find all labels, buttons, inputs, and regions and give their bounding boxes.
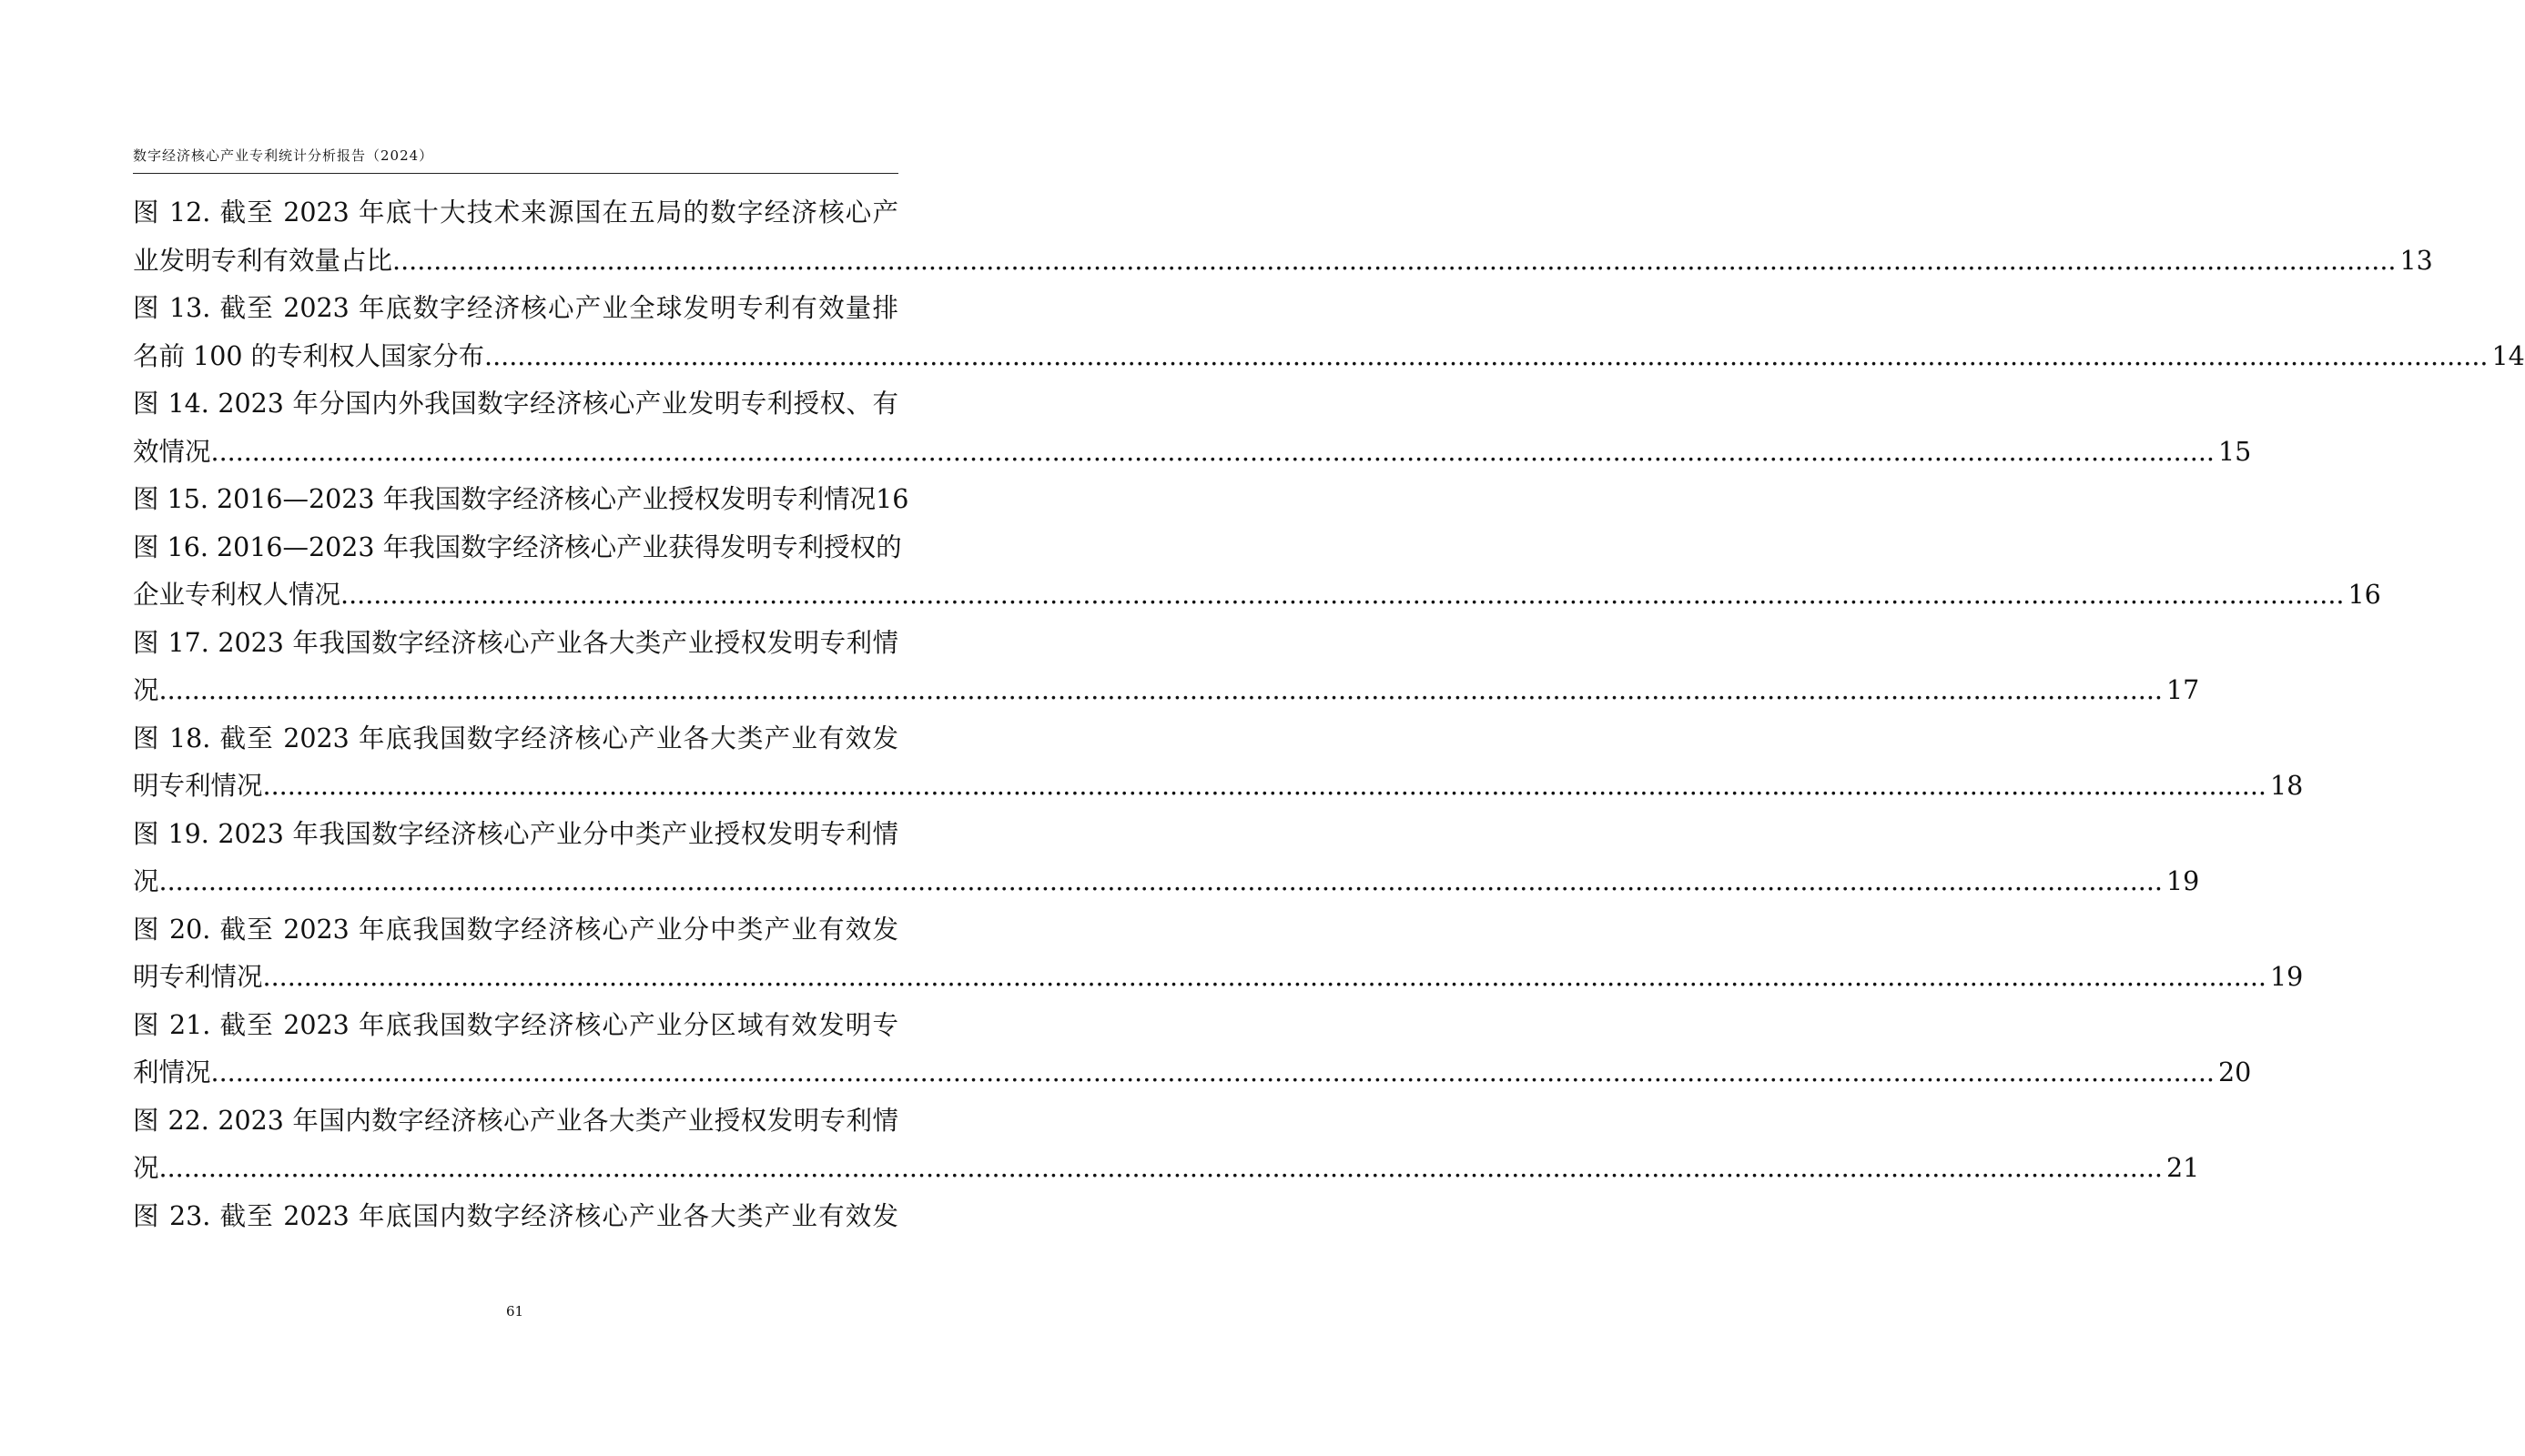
toc-entry-line[interactable]: 图 23. 截至 2023 年底国内数字经济核心产业各大类产业有效发 (133, 1200, 898, 1231)
toc-entry-line: 图 19. 2023 年我国数字经济核心产业分中类产业授权发明专利情 (133, 818, 898, 849)
dot-leader (263, 954, 2266, 1002)
toc-page-number: 16 (2348, 580, 2381, 610)
toc-entry-line: 图 21. 截至 2023 年底我国数字经济核心产业分区域有效发明专 (133, 1009, 898, 1040)
toc-entry[interactable] (133, 429, 2252, 477)
running-header: 数字经济核心产业专利统计分析报告（2024） (133, 147, 434, 164)
dot-leader (211, 1049, 2215, 1097)
toc-entry-line: 图 16. 2016—2023 年我国数字经济核心产业获得发明专利授权的 (133, 531, 902, 562)
toc-entry-title: 明专利情况 (133, 771, 263, 801)
toc-page-number: 19 (2269, 962, 2304, 992)
toc-page-number: 17 (2165, 675, 2200, 705)
toc-entry-title: 名前 100 的专利权人国家分布 (133, 340, 485, 371)
toc-page-number: 14 (2491, 340, 2525, 371)
toc-entry[interactable] (133, 1049, 2252, 1097)
dot-leader (159, 1145, 2163, 1193)
toc-entry-line: 图 20. 截至 2023 年底我国数字经济核心产业分中类产业有效发 (133, 914, 898, 945)
toc-page-number: 16 (876, 484, 909, 514)
header-divider (133, 173, 898, 174)
toc-page-number: 20 (2217, 1057, 2252, 1087)
toc-entry-title: 利情况 (133, 1057, 211, 1087)
toc-entry-title: 况 (133, 1153, 159, 1183)
toc-entry-title: 图 15. 2016—2023 年我国数字经济核心产业授权发明专利情况 (133, 484, 877, 514)
dot-leader (211, 429, 2215, 477)
toc-entry-line: 图 14. 2023 年分国内外我国数字经济核心产业发明专利授权、有 (133, 389, 898, 419)
page-number: 61 (505, 1303, 524, 1320)
toc-entry[interactable] (133, 238, 2433, 286)
toc-entry-title: 效情况 (133, 436, 211, 467)
toc-entry[interactable] (133, 763, 2304, 811)
toc-entry[interactable] (133, 476, 909, 524)
toc-page-number: 19 (2165, 866, 2200, 896)
toc-entry-line: 图 18. 截至 2023 年底我国数字经济核心产业各大类产业有效发 (133, 723, 898, 753)
dot-leader (392, 238, 2396, 286)
toc-entry-title: 况 (133, 866, 159, 896)
toc-page-number: 13 (2399, 245, 2433, 276)
toc-entry[interactable] (133, 333, 2525, 381)
dot-leader (484, 333, 2488, 381)
toc-page-number: 15 (2217, 436, 2252, 467)
dot-leader (159, 667, 2163, 715)
toc-entry-title: 明专利情况 (133, 962, 263, 992)
toc-entry[interactable] (133, 1145, 2200, 1193)
dot-leader (340, 571, 2344, 620)
dot-leader (159, 858, 2163, 906)
toc-entry[interactable] (133, 571, 2381, 620)
toc-entry-line: 图 13. 截至 2023 年底数字经济核心产业全球发明专利有效量排 (133, 293, 898, 323)
toc-page-number: 21 (2165, 1153, 2200, 1183)
toc-entry-title: 况 (133, 675, 159, 705)
toc-entry-title: 企业专利权人情况 (133, 580, 341, 610)
toc-entry-line: 图 17. 2023 年我国数字经济核心产业各大类产业授权发明专利情 (133, 627, 898, 658)
toc-entry[interactable] (133, 667, 2200, 715)
toc-entry[interactable] (133, 858, 2200, 906)
dot-leader (263, 763, 2266, 811)
toc-entry-title: 业发明专利有效量占比 (133, 245, 393, 276)
toc-entry[interactable] (133, 954, 2304, 1002)
table-of-figures (133, 189, 2525, 1240)
toc-entry-line: 图 12. 截至 2023 年底十大技术来源国在五局的数字经济核心产 (133, 197, 898, 228)
toc-entry-line: 图 22. 2023 年国内数字经济核心产业各大类产业授权发明专利情 (133, 1105, 898, 1136)
toc-page-number: 18 (2269, 771, 2304, 801)
